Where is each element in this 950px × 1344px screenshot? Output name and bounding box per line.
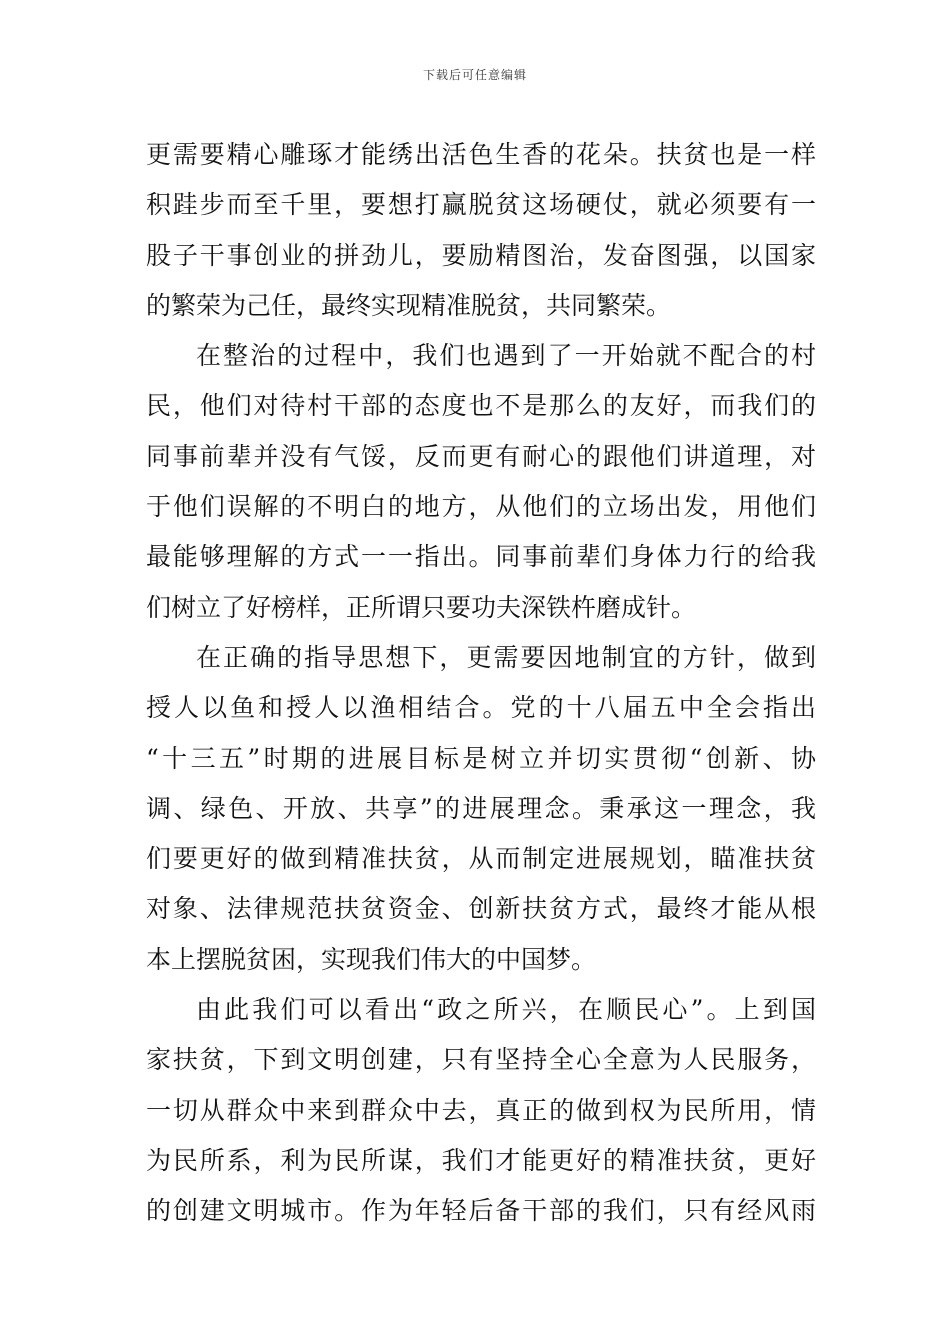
text-line: 于他们误解的不明白的地方，从他们的立场出发，用他们: [146, 492, 816, 522]
text-line: 调、绿色、开放、共享”的进展理念。秉承这一理念，我: [146, 793, 816, 823]
text-line: 授人以鱼和授人以渔相结合。党的十八届五中全会指出: [146, 693, 816, 723]
text-line: 们树立了好榜样，正所谓只要功夫深铁杵磨成针。: [146, 592, 697, 622]
text-line: 本上摆脱贫困，实现我们伟大的中国梦。: [146, 944, 597, 974]
text-line: 民，他们对待村干部的态度也不是那么的友好，而我们的: [146, 391, 816, 421]
text-line: 在正确的指导思想下，更需要因地制宜的方针，做到: [196, 642, 816, 672]
text-line: 的创建文明城市。作为年轻后备干部的我们，只有经风雨: [146, 1196, 816, 1226]
text-line: 更需要精心雕琢才能绣出活色生香的花朵。扶贫也是一样: [146, 140, 816, 169]
text-line: 在整治的过程中，我们也遇到了一开始就不配合的村: [196, 341, 816, 371]
text-line: 的繁荣为己任，最终实现精准脱贫，共同繁荣。: [146, 290, 672, 320]
text-line: 股子干事创业的拼劲儿，要励精图治，发奋图强，以国家: [146, 240, 816, 270]
text-line: 对象、法律规范扶贫资金、创新扶贫方式，最终才能从根: [146, 894, 816, 924]
text-line: 一切从群众中来到群众中去，真正的做到权为民所用，情: [146, 1095, 816, 1125]
header-note: 下载后可任意编辑: [422, 68, 527, 82]
text-line: 同事前辈并没有气馁，反而更有耐心的跟他们讲道理，对: [146, 441, 816, 471]
text-line: 家扶贫，下到文明创建，只有坚持全心全意为人民服务，: [146, 1045, 816, 1075]
text-line: 为民所系，利为民所谋，我们才能更好的精准扶贫，更好: [146, 1145, 816, 1175]
text-line: “十三五”时期的进展目标是树立并切实贯彻“创新、协: [146, 743, 816, 773]
text-line: 们要更好的做到精准扶贫，从而制定进展规划，瞄准扶贫: [146, 844, 816, 874]
text-line: 由此我们可以看出“政之所兴，在顺民心”。上到国: [196, 995, 816, 1025]
text-line: 积跬步而至千里，要想打赢脱贫这场硬仗，就必须要有一: [146, 190, 816, 220]
document-body: [146, 130, 816, 1237]
text-line: 最能够理解的方式一一指出。同事前辈们身体力行的给我: [146, 542, 816, 572]
